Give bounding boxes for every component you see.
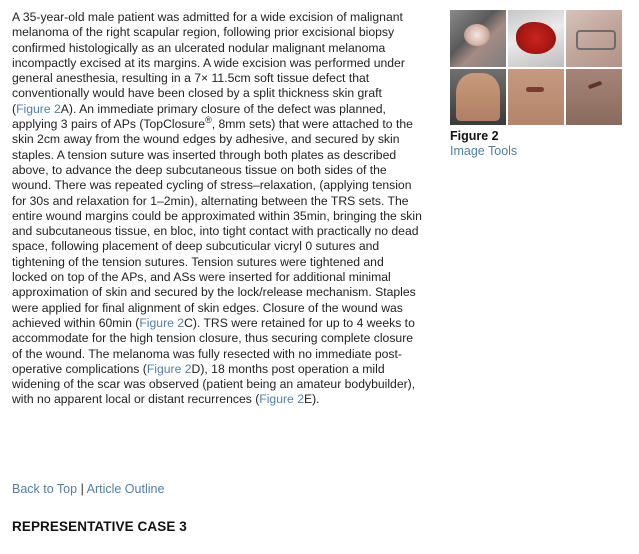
figure-image-c[interactable]: [566, 10, 622, 67]
figure-2e-link[interactable]: Figure 2: [259, 392, 304, 407]
image-tools-link[interactable]: Image Tools: [450, 144, 518, 158]
paragraph-text: A 35-year-old male patient was admitted for a wide excision of malignant melanoma of the right scapular region, following prior excisional biopsy confirmed histologically as an ulcerated nodular malignant melanoma incompactly excised at its margins. A wide excision was performed under general anesthesia, resulting in a 7× 11.5cm soft tissue defect that conventionally would have been closed by a split thickness skin graft (: [12, 10, 405, 116]
article-nav: [12, 482, 164, 496]
back-to-top-link[interactable]: Back to Top: [12, 482, 78, 496]
case-paragraph: [12, 10, 422, 408]
paragraph-text: D), 18 months post operation a mild widening of the scar was observed (patient being an amateur bodybuilder), with no apparent local or distant recurrences (: [12, 361, 416, 407]
figure-2a-link[interactable]: Figure 2: [16, 101, 61, 116]
article-body: [12, 10, 422, 408]
paragraph-text: C). TRS were retained for up to 4 weeks to accommodate for the high tension closure, thus securing complete closure of the wound. The melanoma was fully resected with no immediate post-operative complications (: [12, 315, 415, 376]
paragraph-text: E).: [303, 392, 320, 407]
figure-thumbnail[interactable]: [450, 10, 620, 125]
section-heading: REPRESENTATIVE CASE 3: [12, 519, 187, 534]
registered-mark: ®: [205, 115, 212, 126]
figure-title: Figure 2: [450, 129, 499, 143]
paragraph-text: , 8mm sets) that were attached to the skin 2cm away from the wound edges by adhesive, and secured by skin staples. A tension suture was inserted through both plates as described above, to advance the deep subcutaneous tissue on both sides of the wound. There was repeated cycling of stress–relaxation, (applying tension for 30s and relaxation for 1–2min), alternating between the TRS sets. The entire wound margins could be approximated within 35min, bringing the skin and subcutaneous tissue, en bloc, into tight contact with practically no dead space, following placement of deep subcuticular vicryl 0 sutures and tightening of the tension sutures. Tension sutures were tightened and locked on top of the APs, and ASs were inserted for additional minimal approximation of skin and secured by the lock/release mechanism. Staples were applied for final alignment of skin edges. Closure of the wound was achieved within 60min (: [12, 117, 422, 330]
figure-2d-link[interactable]: Figure 2: [146, 361, 192, 376]
figure-image-a[interactable]: [450, 10, 506, 67]
figure-image-b[interactable]: [508, 10, 564, 67]
paragraph-text: A). An immediate primary closure of the defect was planned, applying 3 pairs of APs (TopClosure: [12, 101, 386, 132]
figure-image-e[interactable]: [508, 69, 564, 125]
figure-image-d[interactable]: [450, 69, 506, 125]
article-outline-link[interactable]: Article Outline: [86, 482, 165, 496]
figure-2-panel: [450, 10, 620, 159]
nav-separator: |: [77, 482, 87, 496]
figure-2c-link[interactable]: Figure 2: [139, 315, 185, 330]
figure-image-f[interactable]: [566, 69, 622, 125]
